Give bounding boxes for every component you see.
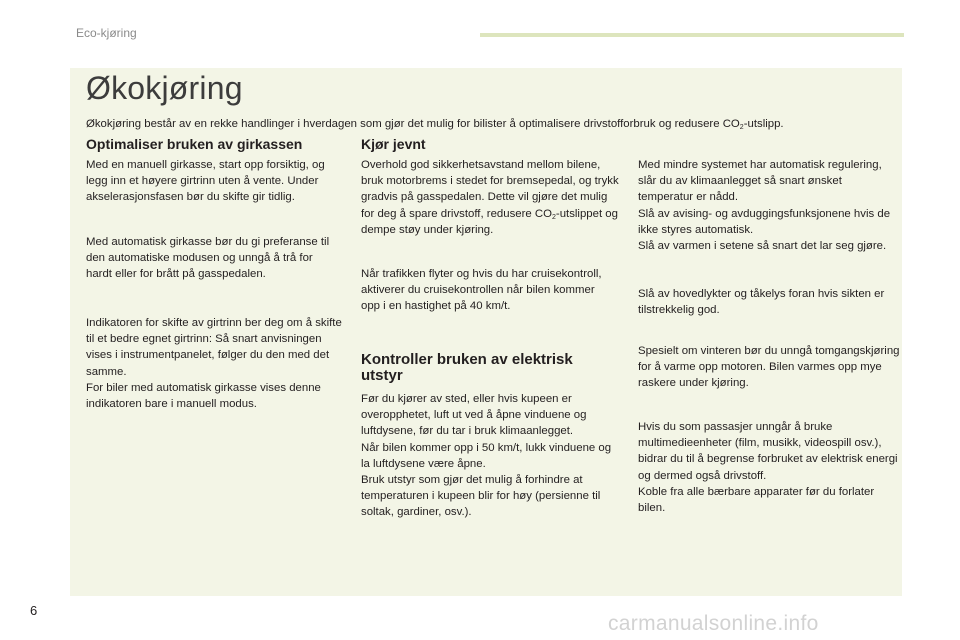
- smooth-paragraph-2: Når trafikken flyter og hvis du har cruisekontroll, aktiverer du cruisekontrollen når bilen kommer opp i en hastighet på 40 km/t.: [361, 268, 602, 313]
- heading-drive-smoothly: Kjør jevnt: [361, 136, 426, 152]
- section-label: Eco-kjøring: [76, 26, 137, 40]
- heading-gearbox: Optimaliser bruken av girkassen: [86, 136, 303, 152]
- gearbox-paragraph-3: Indikatoren for skifte av girtrinn ber deg om å skifte til et bedre egnet girtrinn: Så snart anvisningen vises i instrumentpanelet, følger du den med det samme. For biler med automatisk girkasse vises denne indikatoren bare i manuell modus.: [86, 317, 342, 411]
- col3-paragraph-4: Hvis du som passasjer unngår å bruke multimedieenheter (film, musikk, videospill osv.), bidrar du til å begrense forbruket av elektrisk energi og dermed også drivstoff. Koble fra alle bærbare apparater før du forlater bilen.: [638, 421, 898, 515]
- watermark: carmanualsonline.info: [608, 612, 819, 635]
- header-rule: [480, 33, 904, 37]
- col3-paragraph-3: Spesielt om vinteren bør du unngå tomgangskjøring for å varme opp motoren. Bilen varmes opp mye raskere under kjøring.: [638, 345, 900, 390]
- col3-paragraph-1: Med mindre systemet har automatisk regulering, slår du av klimaanlegget så snart ønsket temperatur er nådd. Slå av avising- og avduggingsfunksjonene hvis de ikke styres automatisk. Slå av varmen i setene så snart det lar seg gjøre.: [638, 159, 891, 253]
- page-title: Økokjøring: [86, 70, 243, 106]
- intro-text: Økokjøring består av en rekke handlinger i hverdagen som gjør det mulig for bilister å optimalisere drivstofforbruk og redusere $CO_2$-utslipp.: [86, 118, 784, 131]
- heading-electrical: Kontroller bruken av elektrisk utstyr: [361, 351, 573, 384]
- col3-paragraph-2: Slå av hovedlykter og tåkelys foran hvis sikten er tilstrekkelig god.: [638, 288, 885, 317]
- gearbox-paragraph-1: Med en manuell girkasse, start opp forsiktig, og legg inn et høyere girtrinn uten å vente. Under akselerasjonsfasen bør du skifte gir tidlig.: [86, 159, 325, 204]
- electrical-paragraph: Før du kjører av sted, eller hvis kupeen er overopphetet, luft ut ved å åpne vinduene og luftdysene, før du tar i bruk klimaanlegget. Når bilen kommer opp i 50 km/t, lukk vinduene og la luftdysene være åpne. Bruk utstyr som gjør det mulig å forhindre at temperaturen i kupeen blir for høy (persienne til soltak, gardiner, osv.).: [361, 393, 612, 519]
- page-number: 6: [30, 603, 38, 618]
- gearbox-paragraph-2: Med automatisk girkasse bør du gi preferanse til den automatiske modusen og unngå å trå for hardt eller for brått på gasspedalen.: [86, 236, 330, 281]
- smooth-paragraph-1: Overhold god sikkerhetsavstand mellom bilene, bruk motorbrems i stedet for bremsepedal, og trykk gradvis på gasspedalen. Dette vil gjøre det mulig for deg å spare drivstoff, redusere $CO_2$-utslippet og dempe støy under kjøring.: [361, 159, 619, 236]
